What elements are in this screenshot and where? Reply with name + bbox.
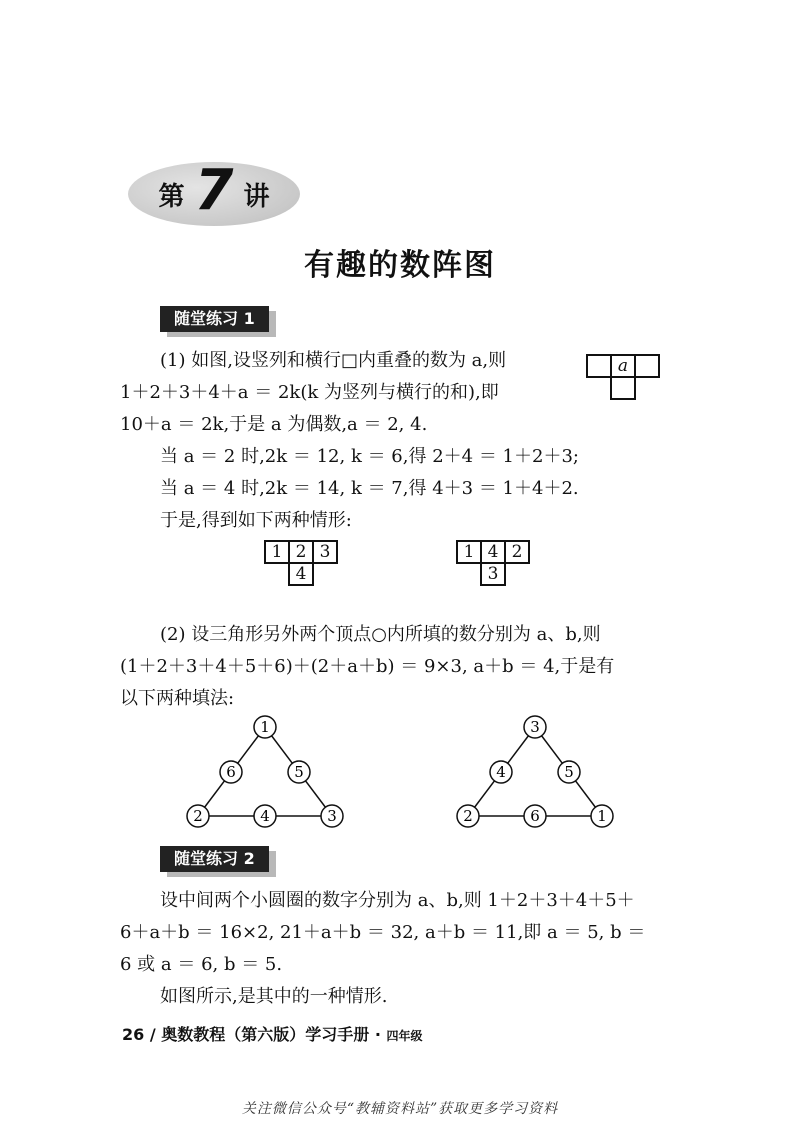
- s2-line-1: 设中间两个小圆圈的数字分别为 a、b,则 1＋2＋3＋4＋5＋: [160, 890, 635, 911]
- node-circle: [321, 805, 343, 827]
- t-grid-diagram: [586, 354, 666, 410]
- footer-dot: ·: [374, 1025, 381, 1044]
- s2-line-3: 6 或 a ＝ 6, b ＝ 5.: [120, 954, 283, 975]
- lecture-prefix: 第: [158, 181, 185, 212]
- s1-line-4: 当 a ＝ 2 时,2k ＝ 12, k ＝ 6,得 2＋4 ＝ 1＋2＋3;: [160, 446, 579, 467]
- node-label: 3: [327, 807, 337, 825]
- solution-grid-1: [264, 540, 344, 596]
- s1-line-6: 于是,得到如下两种情形:: [160, 510, 352, 531]
- node-label: 5: [564, 763, 574, 781]
- node-label: 6: [530, 807, 540, 825]
- node-circle: [457, 805, 479, 827]
- s1-line-1: (1) 如图,设竖列和横行□内重叠的数为 a,则: [160, 350, 507, 371]
- node-circle: [288, 761, 310, 783]
- node-label: 2: [193, 807, 203, 825]
- node-label: 5: [294, 763, 304, 781]
- node-label: 4: [496, 763, 506, 781]
- s1-part2-line-1: (2) 设三角形另外两个顶点○内所填的数分别为 a、b,则: [160, 624, 601, 645]
- section-label-1: 随堂练习 1: [160, 306, 269, 332]
- s2-line-4: 如图所示,是其中的一种情形.: [160, 986, 388, 1007]
- grid-cell: 1: [456, 540, 482, 564]
- s1-part2-line-3: 以下两种填法:: [120, 688, 235, 709]
- node-circle: [187, 805, 209, 827]
- grid-cell: 3: [312, 540, 338, 564]
- page-number: 26: [122, 1025, 145, 1044]
- node-circle: [591, 805, 613, 827]
- grid-cell: 4: [288, 562, 314, 586]
- grade-label: 四年级: [386, 1029, 423, 1043]
- lecture-badge: [128, 158, 300, 226]
- node-label: 1: [260, 718, 270, 736]
- grid-cell: [586, 354, 612, 378]
- node-circle: [254, 805, 276, 827]
- node-label: 1: [597, 807, 607, 825]
- grid-cell: [610, 376, 636, 400]
- node-circle: [524, 805, 546, 827]
- section-label-2: 随堂练习 2: [160, 846, 269, 872]
- grid-cell: 2: [288, 540, 314, 564]
- grid-cell: 2: [504, 540, 530, 564]
- solution-grid-2: [456, 540, 536, 596]
- lecture-number: 7: [194, 158, 234, 223]
- node-circle: [524, 716, 546, 738]
- s1-line-5: 当 a ＝ 4 时,2k ＝ 14, k ＝ 7,得 4＋3 ＝ 1＋4＋2.: [160, 478, 579, 499]
- page-title: 有趣的数阵图: [304, 248, 496, 283]
- page-footer: [122, 1022, 423, 1045]
- triangle-diagram-2: [440, 710, 630, 838]
- s1-part2-line-2: (1＋2＋3＋4＋5＋6)＋(2＋a＋b) ＝ 9×3, a＋b ＝ 4,于是有: [120, 656, 615, 677]
- node-circle: [490, 761, 512, 783]
- node-label: 2: [463, 807, 473, 825]
- grid-cell: 4: [480, 540, 506, 564]
- node-circle: [558, 761, 580, 783]
- s2-line-2: 6＋a＋b ＝ 16×2, 21＋a＋b ＝ 32, a＋b ＝ 11,即 a ＝ 5, b ＝: [120, 922, 646, 943]
- grid-cell: 1: [264, 540, 290, 564]
- grid-cell: 3: [480, 562, 506, 586]
- node-label: 6: [226, 763, 236, 781]
- book-title: 奥数教程（第六版）学习手册: [161, 1025, 370, 1044]
- lecture-suffix: 讲: [243, 181, 270, 212]
- watermark-text: 关注微信公众号“教辅资料站”获取更多学习资料: [241, 1101, 559, 1117]
- s1-line-3: 10＋a ＝ 2k,于是 a 为偶数,a ＝ 2, 4.: [120, 414, 428, 435]
- node-label: 3: [530, 718, 540, 736]
- footer-separator: /: [149, 1025, 156, 1044]
- triangle-diagram-1: [170, 710, 360, 838]
- node-label: 4: [260, 807, 270, 825]
- node-circle: [254, 716, 276, 738]
- s1-line-2: 1＋2＋3＋4＋a ＝ 2k(k 为竖列与横行的和),即: [120, 382, 499, 403]
- node-circle: [220, 761, 242, 783]
- grid-cell-a: a: [610, 354, 636, 378]
- grid-cell: [634, 354, 660, 378]
